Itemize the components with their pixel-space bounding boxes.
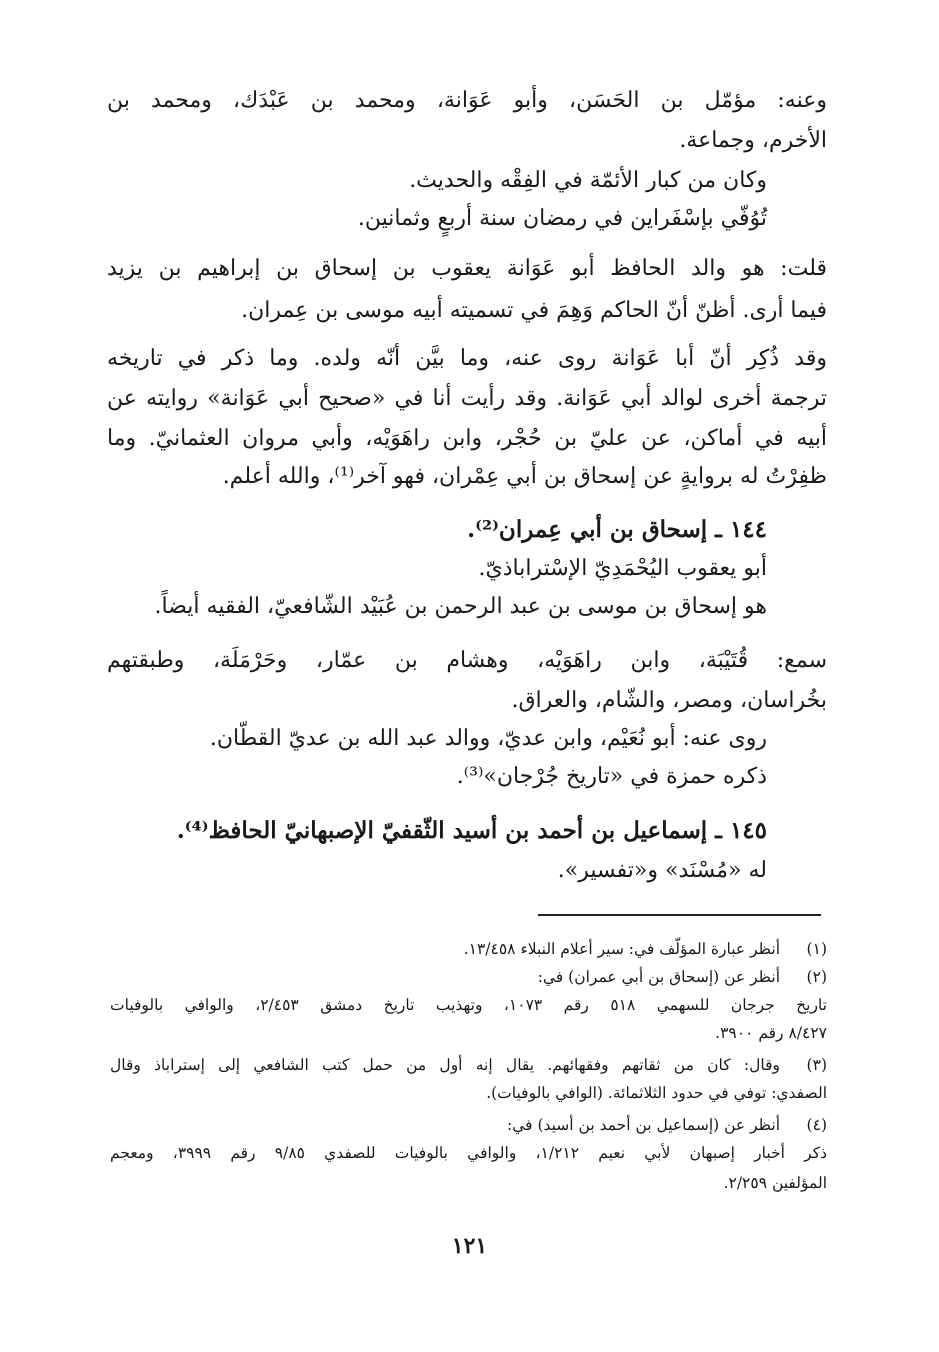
body-line: بخُراسان، ومصر، والشّام، والعراق. [511, 688, 827, 713]
body-line: له «مُسْنَد» و«تفسير». [557, 858, 767, 883]
body-line: أبيه في أماكن، عن عليّ بن حُجْر، وابن راهَوَيْه، وأبي مروان العثمانيّ. وما [107, 426, 827, 451]
footnote-line: أنظر عبارة المؤلّف في: سير أعلام النبلاء ١٣/٤٥٨. [463, 940, 780, 958]
footnote-line: أنظر عن (إسماعيل بن أحمد بن أسيد) في: [506, 1116, 780, 1134]
body-line: الأخرم، وجماعة. [679, 128, 827, 153]
footnote-line: تاريخ جرجان للسهمي ٥١٨ رقم ١٠٧٣، وتهذيب تاريخ دمشق ٢/٤٥٣، والوافي بالوفيات [110, 996, 827, 1014]
body-line: تُوُفّي بإسْفَراين في رمضان سنة أربعٍ وثمانين. [357, 206, 767, 231]
body-line: قلت: هو والد الحافظ أبو عَوَانة يعقوب بن إسحاق بن إبراهيم بن يزيد [107, 256, 827, 281]
entry-heading-145: ١٤٥ ـ إسماعيل بن أحمد بن أسيد الثّقفيّ الإصبهانيّ الحافظ⁽⁴⁾. [176, 817, 767, 844]
footnote-line: الصفدي: توفي في حدود الثلاثمائة. (الوافي بالوفيات). [486, 1084, 827, 1102]
footnote-number: (١) [806, 940, 827, 958]
body-line: فيما أرى. أظنّ أنّ الحاكم وَهِمَ في تسميته أبيه موسى بن عِمران. [241, 298, 827, 323]
body-line: سمع: قُتَيْبَة، وابن راهَوَيْه، وهشام بن عمّار، وحَرْمَلَة، وطبقتهم [107, 648, 827, 673]
body-line: وقد ذُكِر أنّ أبا عَوَانة روى عنه، وما بيَّن أنّه ولده. وما ذكر في تاريخه [107, 346, 827, 371]
footnote-number: (٣) [806, 1056, 827, 1074]
body-line: ظفِرْتُ له بروايةٍ عن إسحاق بن أبي عِمْران، فهو آخر⁽¹⁾، والله أعلم. [222, 464, 827, 489]
footnote-number: (٤) [806, 1116, 827, 1134]
footnote-line: أنظر عن (إسحاق بن أبي عمران) في: [537, 968, 780, 986]
entry-heading-144: ١٤٤ ـ إسحاق بن أبي عِمران⁽²⁾. [467, 516, 767, 543]
page-number: ١٢١ [451, 1233, 488, 1259]
body-line: وعنه: مؤمّل بن الحَسَن، وأبو عَوَانة، ومحمد بن عَبْدَك، ومحمد بن [107, 88, 827, 113]
footnote-line: وقال: كان من ثقاتهم وفقهائهم. يقال إنه أول من حمل كتب الشافعي إلى إستراباذ وقال [110, 1056, 780, 1074]
footnote-line: ذكر أخبار إصبهان لأبي نعيم ١/٢١٢، والوافي بالوفيات للصفدي ٩/٨٥ رقم ٣٩٩٩، ومعجم [110, 1144, 827, 1162]
footnote-line: ٨/٤٢٧ رقم ٣٩٠٠. [715, 1024, 827, 1042]
footnote-line: المؤلفين ٢/٢٥٩. [723, 1174, 827, 1192]
footnote-number: (٢) [806, 968, 827, 986]
footnote-separator [538, 914, 821, 916]
body-line: روى عنه: أبو نُعَيْم، وابن عديّ، ووالد عبد الله بن عديّ القطّان. [209, 726, 767, 751]
body-line: ترجمة أخرى لوالد أبي عَوَانة. وقد رأيت أنا في «صحيح أبي عَوَانة» روايته عن [107, 386, 827, 411]
body-line: أبو يعقوب اليُحْمَدِيّ الإسْتراباذيّ. [478, 556, 767, 581]
body-line: ذكره حمزة في «تاريخ جُرْجان»⁽³⁾. [456, 764, 767, 789]
body-line: وكان من كبار الأئمّة في الفِقْه والحديث. [409, 168, 767, 193]
body-line: هو إسحاق بن موسى بن عبد الرحمن بن عُبَيْد الشّافعيّ، الفقيه أيضاً. [154, 594, 767, 619]
